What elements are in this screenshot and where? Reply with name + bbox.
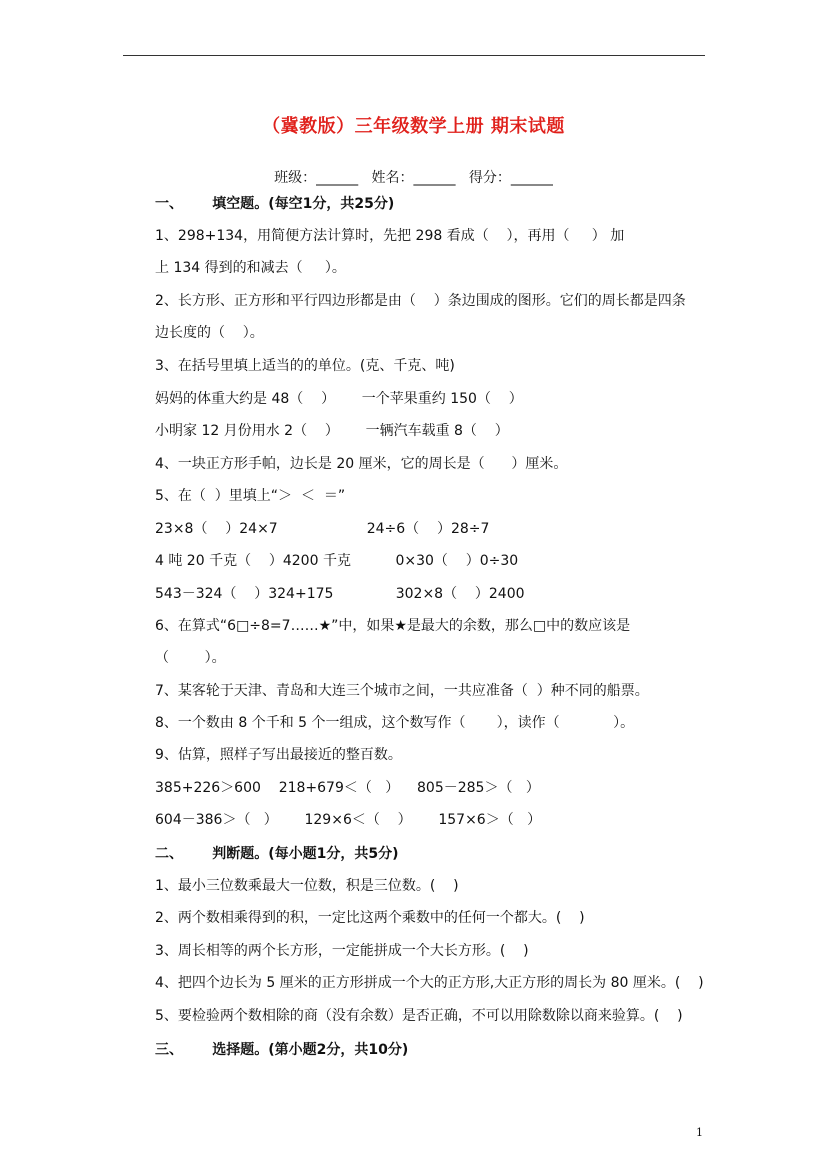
question-line: 2、长方形、正方形和平行四边形都是由（ ）条边围成的图形。它们的周长都是四条 (155, 293, 686, 309)
question-line: 4、一块正方形手帕，边长是 20 厘米，它的周长是（ ）厘米。 (155, 456, 568, 472)
header-rule (123, 55, 705, 56)
question-line: 妈妈的体重大约是 48（ ） 一个苹果重约 150（ ） (155, 391, 523, 407)
section-heading: 二、 判断题。(每小题1分，共5分) (155, 846, 399, 862)
question-line: 9、估算，照样子写出最接近的整百数。 (155, 747, 402, 763)
question-line: 5、要检验两个数相除的商（没有余数）是否正确，不可以用除数除以商来验算。( ) (155, 1008, 683, 1024)
question-line: 边长度的（ ）。 (155, 325, 264, 341)
question-line: 7、某客轮于天津、青岛和大连三个城市之间，一共应准备（ ）种不同的船票。 (155, 683, 649, 699)
question-line: 604－386＞（ ） 129×6＜（ ） 157×6＞（ ） (155, 812, 542, 828)
question-line: 6、在算式“6□÷8=7……★”中，如果★是最大的余数，那么□中的数应该是 (155, 618, 631, 634)
student-info-line: 班级：______ 姓名：______ 得分：______ (274, 170, 553, 186)
page-title: （冀教版）三年级数学上册 期末试题 (262, 116, 565, 137)
question-line: 小明家 12 月份用水 2（ ） 一辆汽车载重 8（ ） (155, 423, 509, 439)
question-line: 1、最小三位数乘最大一位数，积是三位数。( ) (155, 878, 459, 894)
question-line: 2、两个数相乘得到的积，一定比这两个乘数中的任何一个都大。( ) (155, 910, 585, 926)
question-line: 5、在（ ）里填上“＞ ＜ ＝” (155, 488, 346, 504)
question-line: 385+226＞600 218+679＜（ ） 805－285＞（ ） (155, 780, 540, 796)
question-line: （ ）。 (155, 650, 226, 666)
page-number: 1 (696, 1126, 703, 1139)
question-line: 上 134 得到的和减去（ ）。 (155, 260, 346, 276)
section-heading: 一、 填空题。(每空1分，共25分) (155, 196, 395, 212)
question-line: 3、在括号里填上适当的的单位。(克、千克、吨) (155, 358, 455, 374)
question-line: 4 吨 20 千克（ ）4200 千克 0×30（ ）0÷30 (155, 553, 519, 569)
question-line: 4、把四个边长为 5 厘米的正方形拼成一个大的正方形,大正方形的周长为 80 厘米。( ) (155, 975, 704, 991)
question-line: 1、298+134，用简便方法计算时，先把 298 看成（ ），再用（ ） 加 (155, 228, 625, 244)
section-heading: 三、 选择题。(第小题2分，共10分) (155, 1042, 409, 1058)
question-line: 23×8（ ）24×7 24÷6（ ）28÷7 (155, 521, 490, 537)
question-line: 8、一个数由 8 个千和 5 个一组成，这个数写作（ ），读作（ ）。 (155, 715, 635, 731)
question-line: 543－324（ ）324+175 302×8（ ）2400 (155, 586, 525, 602)
question-line: 3、周长相等的两个长方形，一定能拼成一个大长方形。( ) (155, 943, 529, 959)
